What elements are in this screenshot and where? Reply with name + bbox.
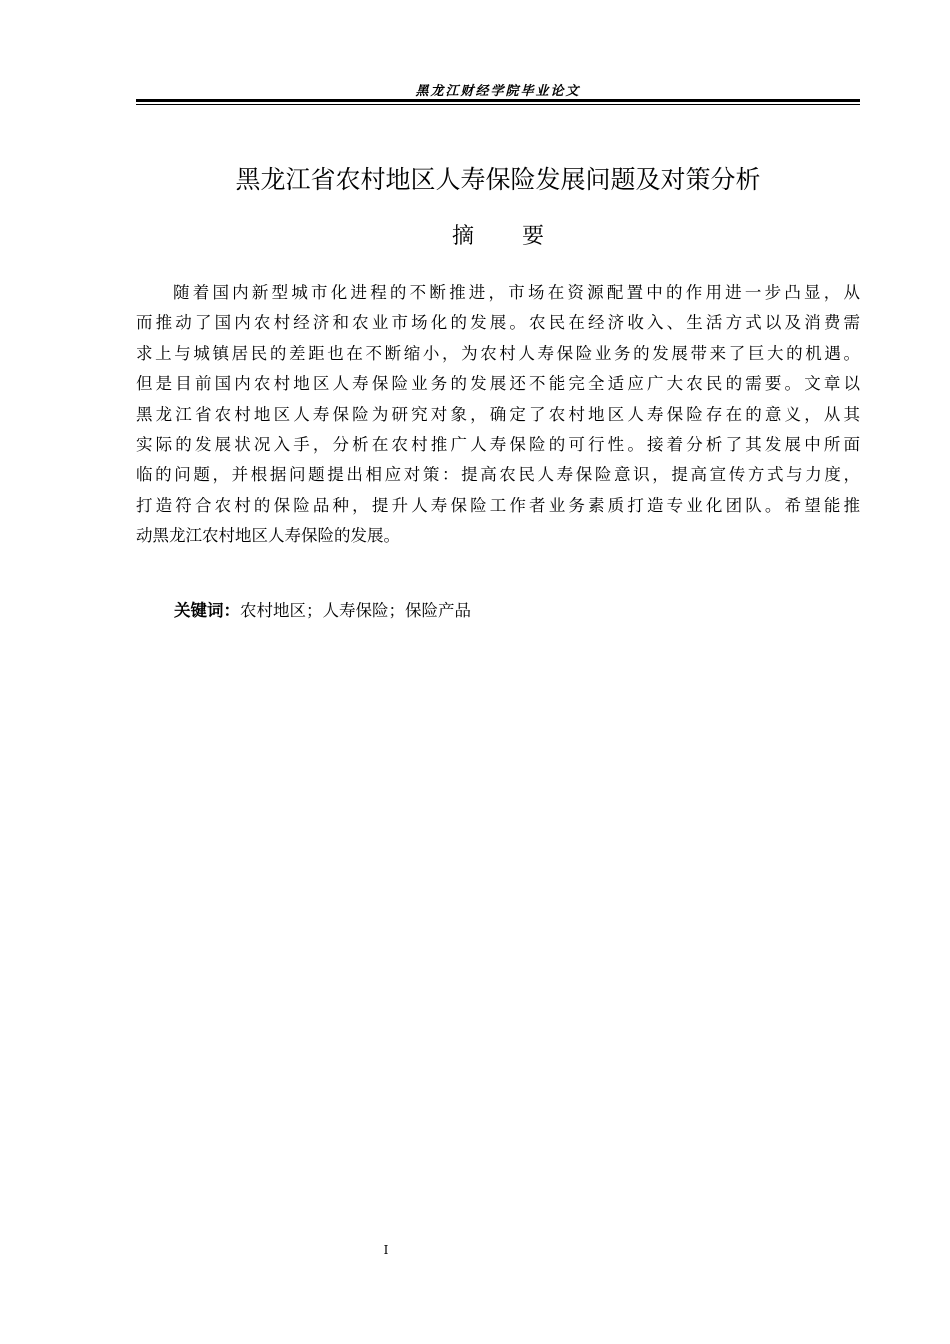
page-number: I xyxy=(383,1243,389,1257)
keywords-value: 农村地区；人寿保险；保险产品 xyxy=(240,601,471,620)
abstract-line: 求上与城镇居民的差距也在不断缩小，为农村人寿保险业务的发展带来了巨大的机遇。 xyxy=(136,343,860,363)
running-header: 黑龙江财经学院毕业论文 xyxy=(415,84,581,99)
abstract-body xyxy=(136,278,860,552)
abstract-heading-char-1: 摘 xyxy=(451,224,474,249)
abstract-line: 实际的发展状况入手，分析在农村推广人寿保险的可行性。接着分析了其发展中所面 xyxy=(136,434,860,454)
abstract-heading-char-2: 要 xyxy=(522,224,545,249)
thesis-title: 黑龙江省农村地区人寿保险发展问题及对策分析 xyxy=(235,165,761,194)
header-rule-thin xyxy=(136,104,860,105)
abstract-line: 打造符合农村的保险品种，提升人寿保险工作者业务素质打造专业化团队。希望能推 xyxy=(136,495,860,515)
header-rule-thick xyxy=(136,99,860,102)
abstract-line: 随着国内新型城市化进程的不断推进，市场在资源配置中的作用进一步凸显，从 xyxy=(173,283,860,302)
abstract-line: 而推动了国内农村经济和农业市场化的发展。农民在经济收入、生活方式以及消费需 xyxy=(136,313,860,333)
abstract-line: 但是目前国内农村地区人寿保险业务的发展还不能完全适应广大农民的需要。文章以 xyxy=(136,374,860,394)
keywords xyxy=(174,598,471,624)
abstract-heading xyxy=(136,222,860,252)
abstract-line: 黑龙江省农村地区人寿保险为研究对象，确定了农村地区人寿保险存在的意义，从其 xyxy=(136,404,860,424)
abstract-line: 临的问题，并根据问题提出相应对策：提高农民人寿保险意识，提高宣传方式与力度， xyxy=(136,465,860,485)
keywords-label: 关键词： xyxy=(174,601,240,620)
abstract-line: 动黑龙江农村地区人寿保险的发展。 xyxy=(136,526,400,546)
